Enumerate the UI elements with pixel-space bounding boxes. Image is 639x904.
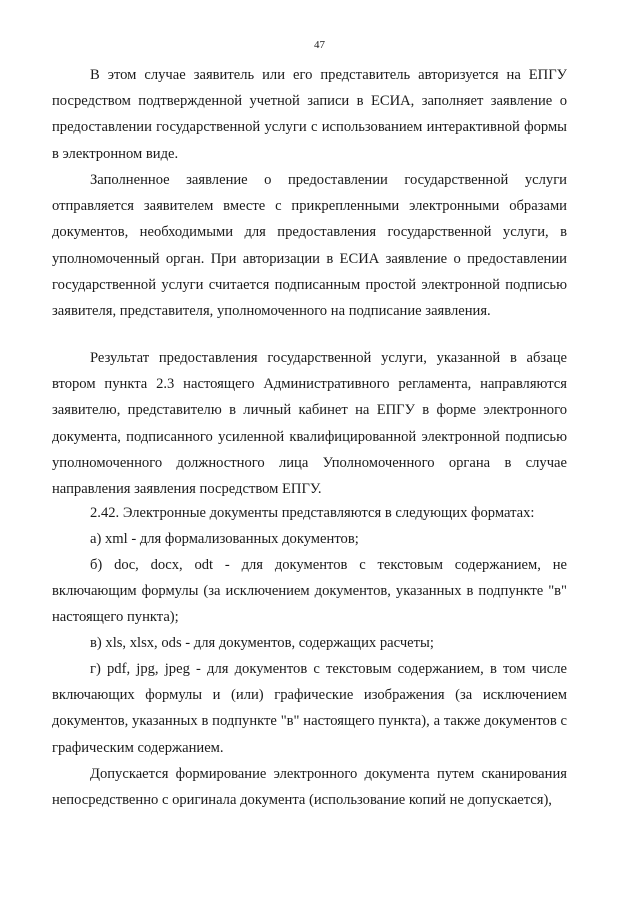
list-item-xml: а) xml - для формализованных документов; (90, 531, 359, 547)
list-item-pdf: г) pdf, jpg, jpeg - для документов с текстовым содержанием, в том числе включающих формулы и (или) графические изображения (за исключением документов, указанных в подпункте "в" настоящего пункта), а также документов с графическим содержанием. (52, 661, 567, 756)
paragraph-electronic-formats: 2.42. Электронные документы представляются в следующих форматах: (90, 505, 535, 521)
paragraph-epgu-authorization: В этом случае заявитель или его представитель авторизуется на ЕПГУ посредством подтвержденной учетной записи в ЕСИА, заполняет заявление о предоставлении государственной услуги с использованием интерактивной формы в электронном виде. (52, 67, 567, 162)
paragraph-filled-application: Заполненное заявление о предоставлении государственной услуги отправляется заявителем вместе с прикрепленными электронными образами документов, необходимыми для предоставления государственной услуги, в уполномоченный орган. При авторизации в ЕСИА заявление о предоставлении государственной услуги считается подписанным простой электронной подписью заявителя, представителя, уполномоченного на подписание заявления. (52, 172, 567, 320)
paragraph-scanning: Допускается формирование электронного документа путем сканирования непосредственно с оригинала документа (использование копий не допускается), (52, 766, 567, 809)
paragraph-service-result: Результат предоставления государственной услуги, указанной в абзаце втором пункта 2.3 настоящего Административного регламента, направляются заявителю, представителю в личный кабинет на ЕПГУ в форме электронного документа, подписанного усиленной квалифицированной электронной подписью уполномоченного должностного лица Уполномоченного органа в случае направления заявления посредством ЕПГУ. (52, 350, 567, 498)
list-item-doc: б) doc, docx, odt - для документов с текстовым содержанием, не включающим формулы (за исключением документов, указанных в подпункте "в" настоящего пункта); (52, 557, 567, 626)
list-item-xls: в) xls, xlsx, ods - для документов, содержащих расчеты; (90, 635, 434, 651)
page-number: 47 (314, 39, 325, 51)
